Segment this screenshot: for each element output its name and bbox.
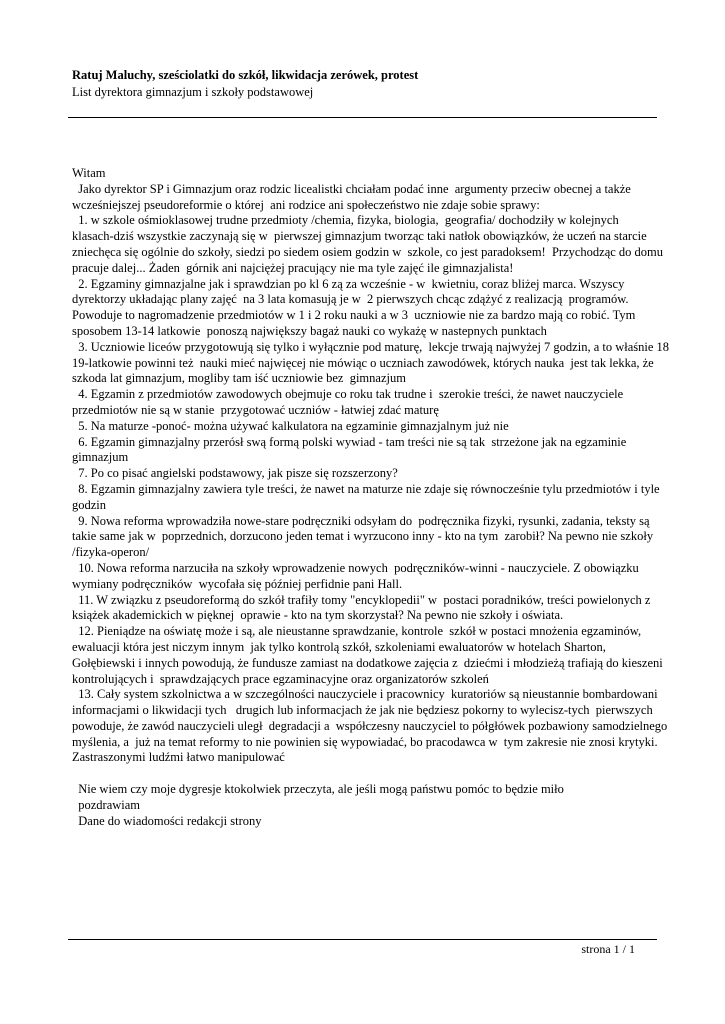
footer-divider bbox=[68, 939, 657, 940]
letter-line: Gołębiewski i innych powodują, że fundusze zamiast na dodatkowe zajęcia z dziećmi i młodzieżą trafiają do kieszeni bbox=[72, 655, 663, 670]
letter-line: 9. Nowa reforma wprowadziła nowe-stare podręczniki odsyłam do podręcznika fizyki, rysunki, zadania, teksty są bbox=[72, 513, 650, 528]
letter-line: 7. Po co pisać angielski podstawowy, jak pisze się rozszerzony? bbox=[72, 466, 398, 481]
letter-line: wymiany podręczników wycofała się później perfidnie pani Hall. bbox=[72, 576, 403, 591]
letter-line: takie same jak w poprzednich, dorzucono jeden temat i wyrzucono inny - kto na tym zarobił? Na pewno nie szkoły bbox=[72, 529, 654, 544]
letter-line: 10. Nowa reforma narzuciła na szkoły wprowadzenie nowych podręczników-winni - nauczyciele. Z obowiązku bbox=[72, 560, 639, 575]
letter-line: 12. Pieniądze na oświatę może i są, ale nieustanne sprawdzanie, kontrole szkół w postaci mnożenia egzaminów, bbox=[72, 624, 642, 639]
letter-line: 4. Egzamin z przedmiotów zawodowych obejmuje co roku tak trudne i szerokie treści, że nawet nauczyciele bbox=[72, 387, 624, 402]
letter-line: informacjami o likwidacji tych drugich lub informacjach że jak nie będziesz pokorny to wylecisz-tych pierwszych bbox=[72, 703, 653, 718]
letter-line: pracuje dalej... Żaden górnik ani najciężej pracujący nie ma tyle zajęć ile gimnazjalista! bbox=[72, 260, 514, 275]
letter-body bbox=[72, 166, 670, 829]
letter-line: sposobem 13-14 latkowie ponoszą największy bagaż nauki co wykażę w nastepnych punktach bbox=[72, 323, 547, 338]
letter-line: Powoduje to nagromadzenie przedmiotów w 1 i 2 roku nauki a w 3 uczniowie nie za bardzo mają co robić. Tym bbox=[72, 308, 636, 323]
letter-line: gimnazjum bbox=[72, 450, 129, 465]
letter-line: szkoda lat gimnazjum, mogliby tam iść uczniowie bez gimnazjum bbox=[72, 371, 406, 386]
letter-line: /fizyka-operon/ bbox=[72, 545, 150, 560]
header-divider bbox=[68, 117, 657, 118]
letter-line: przedmiotów nie są w stanie przygotować uczniów - łatwiej zdać maturę bbox=[72, 402, 439, 417]
letter-line: 2. Egzaminy gimnazjalne jak i sprawdzian po kl 6 zą za wcześnie - w kwietniu, coraz bliżej marca. Wszyscy bbox=[72, 276, 625, 291]
letter-line: wcześniejszej pseudoreformie o której ani rodzice ani społeczeństwo nie zdaje sobie sprawy: bbox=[72, 197, 540, 212]
letter-line: klasach-dziś wszystkie zaczynają się w pierwszej gimnazjum tworząc taki natłok obowiązków, że uczeń na starcie bbox=[72, 229, 647, 244]
letter-line: 3. Uczniowie liceów przygotowują się tylko i wyłącznie pod maturę, lekcje trwają najwyżej 7 godzin, a to właśnie 18 bbox=[72, 339, 670, 354]
document-header bbox=[72, 66, 657, 100]
letter-closing bbox=[72, 782, 657, 829]
page-number: strona 1 / 1 bbox=[581, 942, 635, 956]
letter-line: dyrektorzy układając plany zajęć na 3 lata komasują je w 2 pierwszych chcąc zdążyć z realizacją programów. bbox=[72, 292, 629, 307]
letter-line: powoduje, że zawód nauczycieli uległ degradacji a współczesny nauczyciel to półgłówek pozbawiony samodzielnego bbox=[72, 718, 668, 733]
closing-line: Nie wiem czy moje dygresje ktokolwiek przeczyta, ale jeśli mogą państwu pomóc to będzie miło bbox=[72, 782, 564, 797]
letter-line: książek akademickich w pięknej oprawie - kto na tym skorzystał? Na pewno nie szkoły i oświata. bbox=[72, 608, 564, 623]
letter-line: 8. Egzamin gimnazjalny zawiera tyle treści, że nawet na maturze nie zdaje się równocześnie tylu przedmiotów i tyle bbox=[72, 481, 660, 496]
page-subtitle: List dyrektora gimnazjum i szkoły podstawowej bbox=[72, 85, 314, 99]
letter-line: godzin bbox=[72, 497, 107, 512]
letter-line: myślenia, a już na temat reformy to nie powinien się wypowiadać, bo pracodawca w tym zakresie nie znosi krytyki. bbox=[72, 734, 658, 749]
letter-line: 13. Cały system szkolnictwa a w szczególności nauczyciele i pracownicy kuratoriów są nieustannie bombardowani bbox=[72, 687, 658, 702]
letter-line: 6. Egzamin gimnazjalny przerósł swą formą polski wywiad - tam treści nie są tak strzeżone jak na egzaminie bbox=[72, 434, 627, 449]
closing-line: pozdrawiam bbox=[72, 797, 141, 812]
letter-line: Jako dyrektor SP i Gimnazjum oraz rodzic licealistki chciałam podać inne argumenty przeciw obecnej a także bbox=[72, 181, 631, 196]
letter-line: 11. W związku z pseudoreformą do szkół trafiły tomy "encyklopedii" w postaci poradników, treści powielonych z bbox=[72, 592, 651, 607]
letter-line: kontrolujących i sprawdzających prace egzaminacyjne oraz organizatorów szkoleń bbox=[72, 671, 489, 686]
letter-paragraphs bbox=[72, 181, 670, 766]
letter-line: 1. w szkole ośmioklasowej trudne przedmioty /chemia, fizyka, biologia, geografia/ dochodziły w kolejnych bbox=[72, 213, 619, 228]
closing-line: Dane do wiadomości redakcji strony bbox=[72, 813, 262, 828]
letter-line: 5. Na maturze -ponoć- można używać kalkulatora na egzaminie gimnazjalnym już nie bbox=[72, 418, 509, 433]
page-title: Ratuj Maluchy, sześciolatki do szkół, likwidacja zerówek, protest bbox=[72, 68, 419, 82]
letter-line: ewaluacji która jest niczym innym jak tylko kontrolą szkół, szkoleniami ewaluatorów w hotelach Sharton, bbox=[72, 639, 606, 654]
letter-line: Zastraszonymi ludźmi łatwo manipulować bbox=[72, 750, 285, 765]
letter-greeting: Witam bbox=[72, 166, 106, 180]
letter-line: 19-latkowie powinni też nauki mieć najwięcej nie mówiąc o uczniach zawodówek, których nauka jest tak lekka, że bbox=[72, 355, 654, 370]
paragraph-gap bbox=[72, 766, 657, 782]
letter-line: zniechęca się ogólnie do szkoły, siedzi po siedem osiem godzin w szkole, co jest paradoksem! Przychodząc do domu bbox=[72, 244, 664, 259]
